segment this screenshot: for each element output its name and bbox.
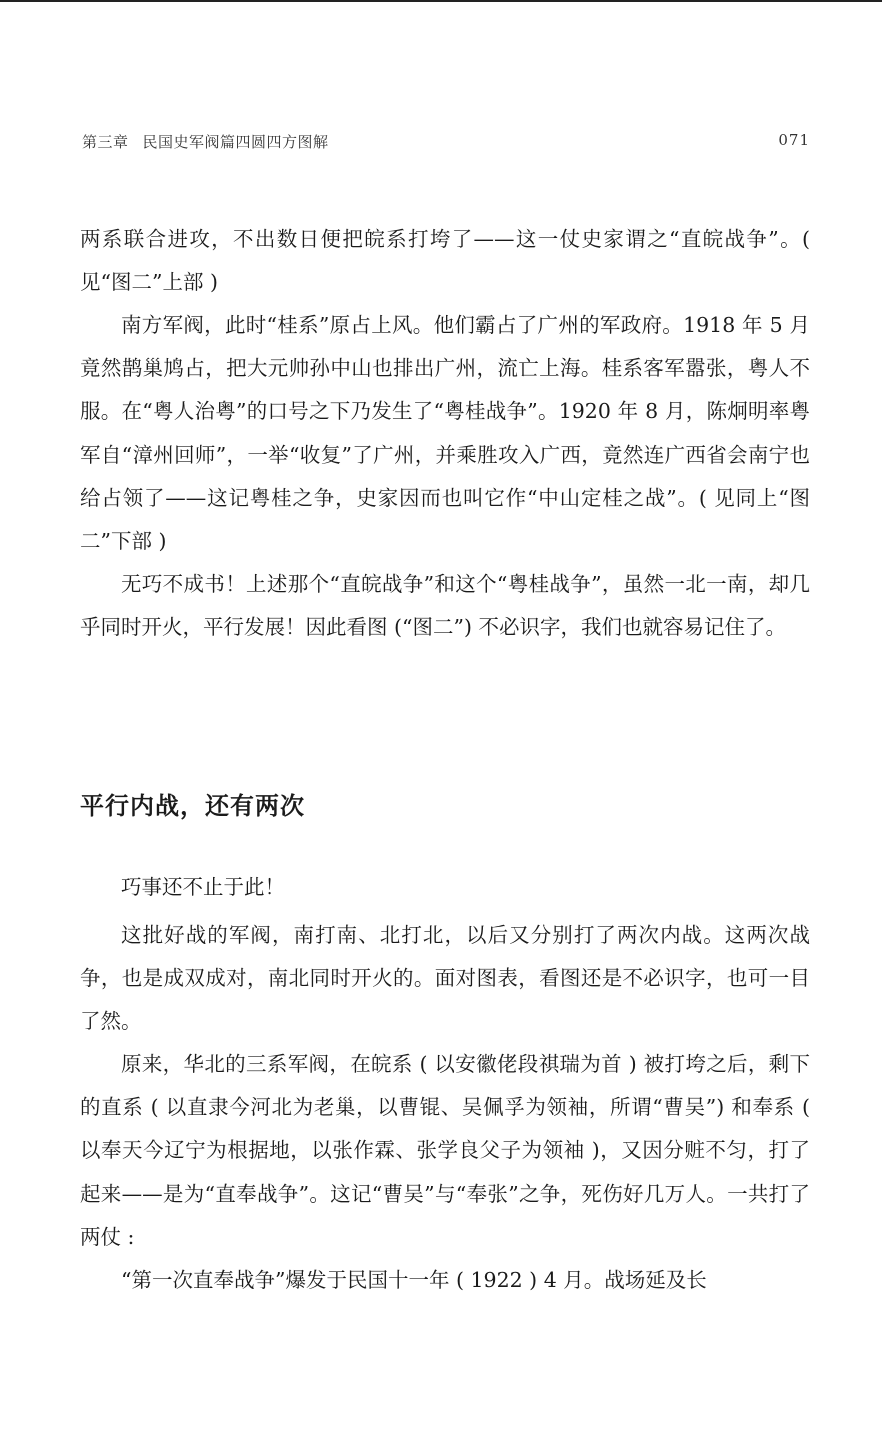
chapter-label: 第三章 (82, 133, 129, 151)
paragraph: 无巧不成书！上述那个“直皖战争”和这个“粤桂战争”，虽然一北一南，却几乎同时开火，平行发展！因此看图 (“图二”) 不必识字，我们也就容易记住了。 (80, 572, 810, 640)
chapter-title: 民国史军阀篇四圆四方图解 (142, 133, 329, 151)
paragraph: 南方军阀，此时“桂系”原占上风。他们霸占了广州的军政府。1918 年 5 月竟然鹊巢鸠占，把大元帅孙中山也排出广州，流亡上海。桂系客军嚣张，粤人不服。在“粤人治粤”的口号之下乃发生了“粤桂战争”。1920 年 8 月，陈炯明率粤军自“漳州回师”，一举“收复”了广州，并乘胜攻入广西，竟然连广西省会南宁也给占领了——这记粤桂之争，史家因而也叫它作“中山定桂之战”。( 见同上“图二”下部 ) (80, 313, 810, 554)
paragraph: 两系联合进攻，不出数日便把皖系打垮了——这一仗史家谓之“直皖战争”。( 见“图二”上部 ) (80, 227, 810, 295)
section-heading: 平行内战，还有两次 (80, 792, 305, 820)
page-number: 071 (778, 131, 810, 149)
paragraph: 这批好战的军阀，南打南、北打北，以后又分别打了两次内战。这两次战争，也是成双成对，南北同时开火的。面对图表，看图还是不必识字，也可一目了然。 (80, 923, 810, 1034)
running-header (82, 131, 810, 153)
paragraph: “第一次直奉战争”爆发于民国十一年 ( 1922 ) 4 月。战场延及长 (121, 1268, 707, 1292)
chapter-heading (82, 131, 329, 152)
top-rule (0, 0, 882, 2)
paragraph: 巧事还不止于此！ (121, 875, 285, 899)
paragraph: 原来，华北的三系军阀，在皖系 ( 以安徽佬段祺瑞为首 ) 被打垮之后，剩下的直系 ( 以直隶今河北为老巢，以曹锟、吴佩孚为领袖，所谓“曹吴”) 和奉系 ( 以奉天今辽宁为根据地，以张作霖、张学良父子为领袖 )，又因分赃不匀，打了起来——是为“直奉战争”。这记“曹吴”与“奉张”之争，死伤好几万人。一共打了两仗 : (80, 1052, 810, 1249)
